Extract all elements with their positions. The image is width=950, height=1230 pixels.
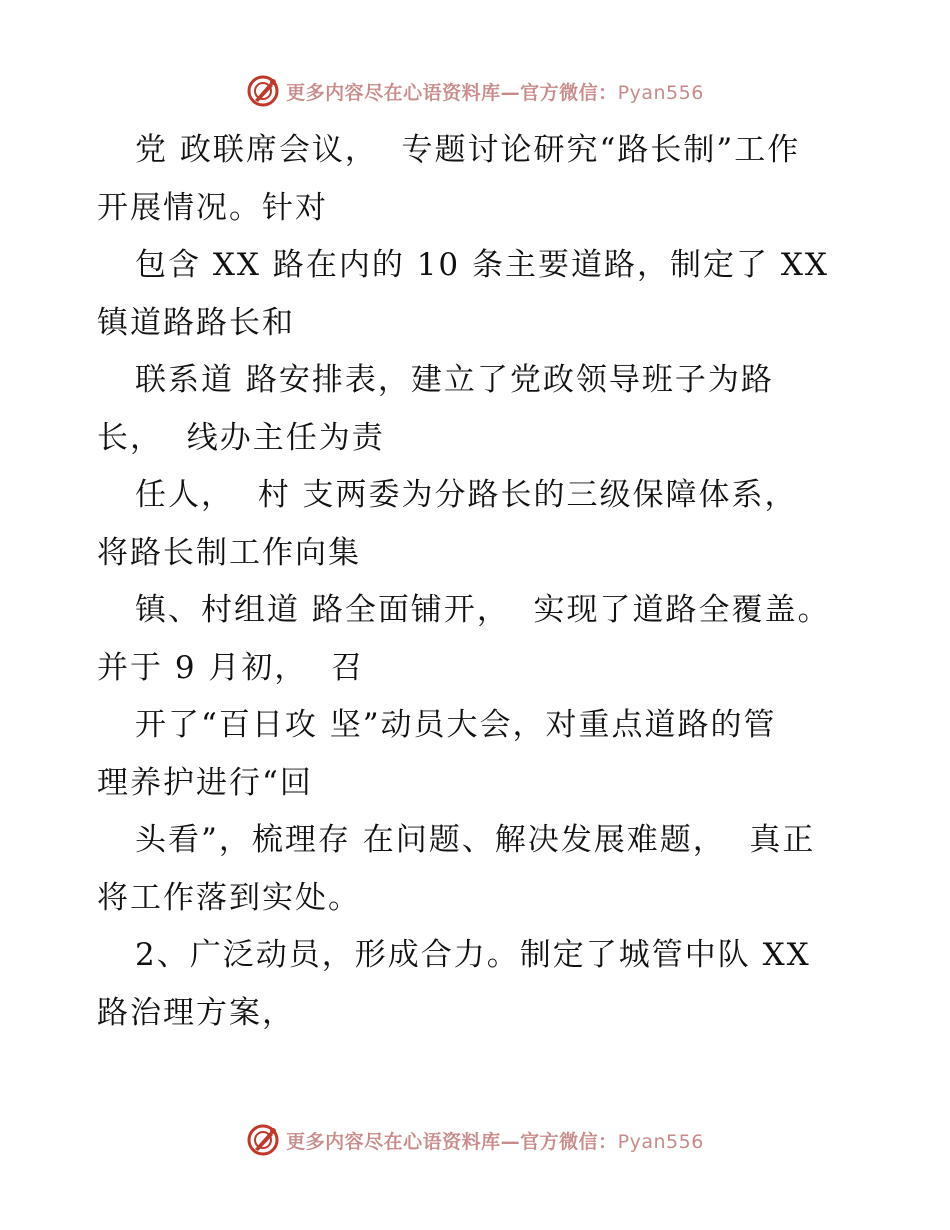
text-line: 任人， 村 支两委为分路长的三级保障体系，: [135, 477, 798, 513]
document-body: [97, 122, 877, 1042]
text-line: 开了“百日攻 坚”动员大会，对重点道路的管: [135, 707, 777, 743]
text-line: 包含 XX 路在内的 10 条主要道路，制定了 XX: [135, 247, 829, 283]
text-line: 长， 线办主任为责: [97, 419, 385, 456]
text-line: 路治理方案，: [97, 994, 295, 1031]
text-line: 镇道路路长和: [97, 304, 295, 341]
text-line: 2、广泛动员，形成合力。制定了城管中队 XX: [135, 937, 811, 973]
text-line: 开展情况。针对: [97, 189, 328, 226]
logo-icon: [246, 1123, 280, 1157]
text-line: 并于 9 月初， 召: [97, 649, 365, 686]
footer-watermark: [0, 1120, 950, 1160]
text-line: 党 政联席会议， 专题讨论研究“路长制”工作: [135, 132, 801, 168]
header-watermark: [0, 71, 950, 111]
text-line: 头看”，梳理存 在问题、解决发展难题， 真正: [135, 822, 816, 858]
text-line: 镇、村组道 路全面铺开， 实现了道路全覆盖。: [135, 592, 831, 628]
watermark-text: 更多内容尽在心语资料库—官方微信：Pyan556: [286, 81, 704, 104]
text-line: 将路长制工作向集: [97, 534, 361, 571]
watermark-text: 更多内容尽在心语资料库—官方微信：Pyan556: [286, 1130, 704, 1153]
logo-icon: [246, 74, 280, 108]
text-line: 理养护进行“回: [97, 764, 313, 801]
text-line: 联系道 路安排表，建立了党政领导班子为路: [135, 362, 774, 398]
text-line: 将工作落到实处。: [97, 879, 361, 916]
